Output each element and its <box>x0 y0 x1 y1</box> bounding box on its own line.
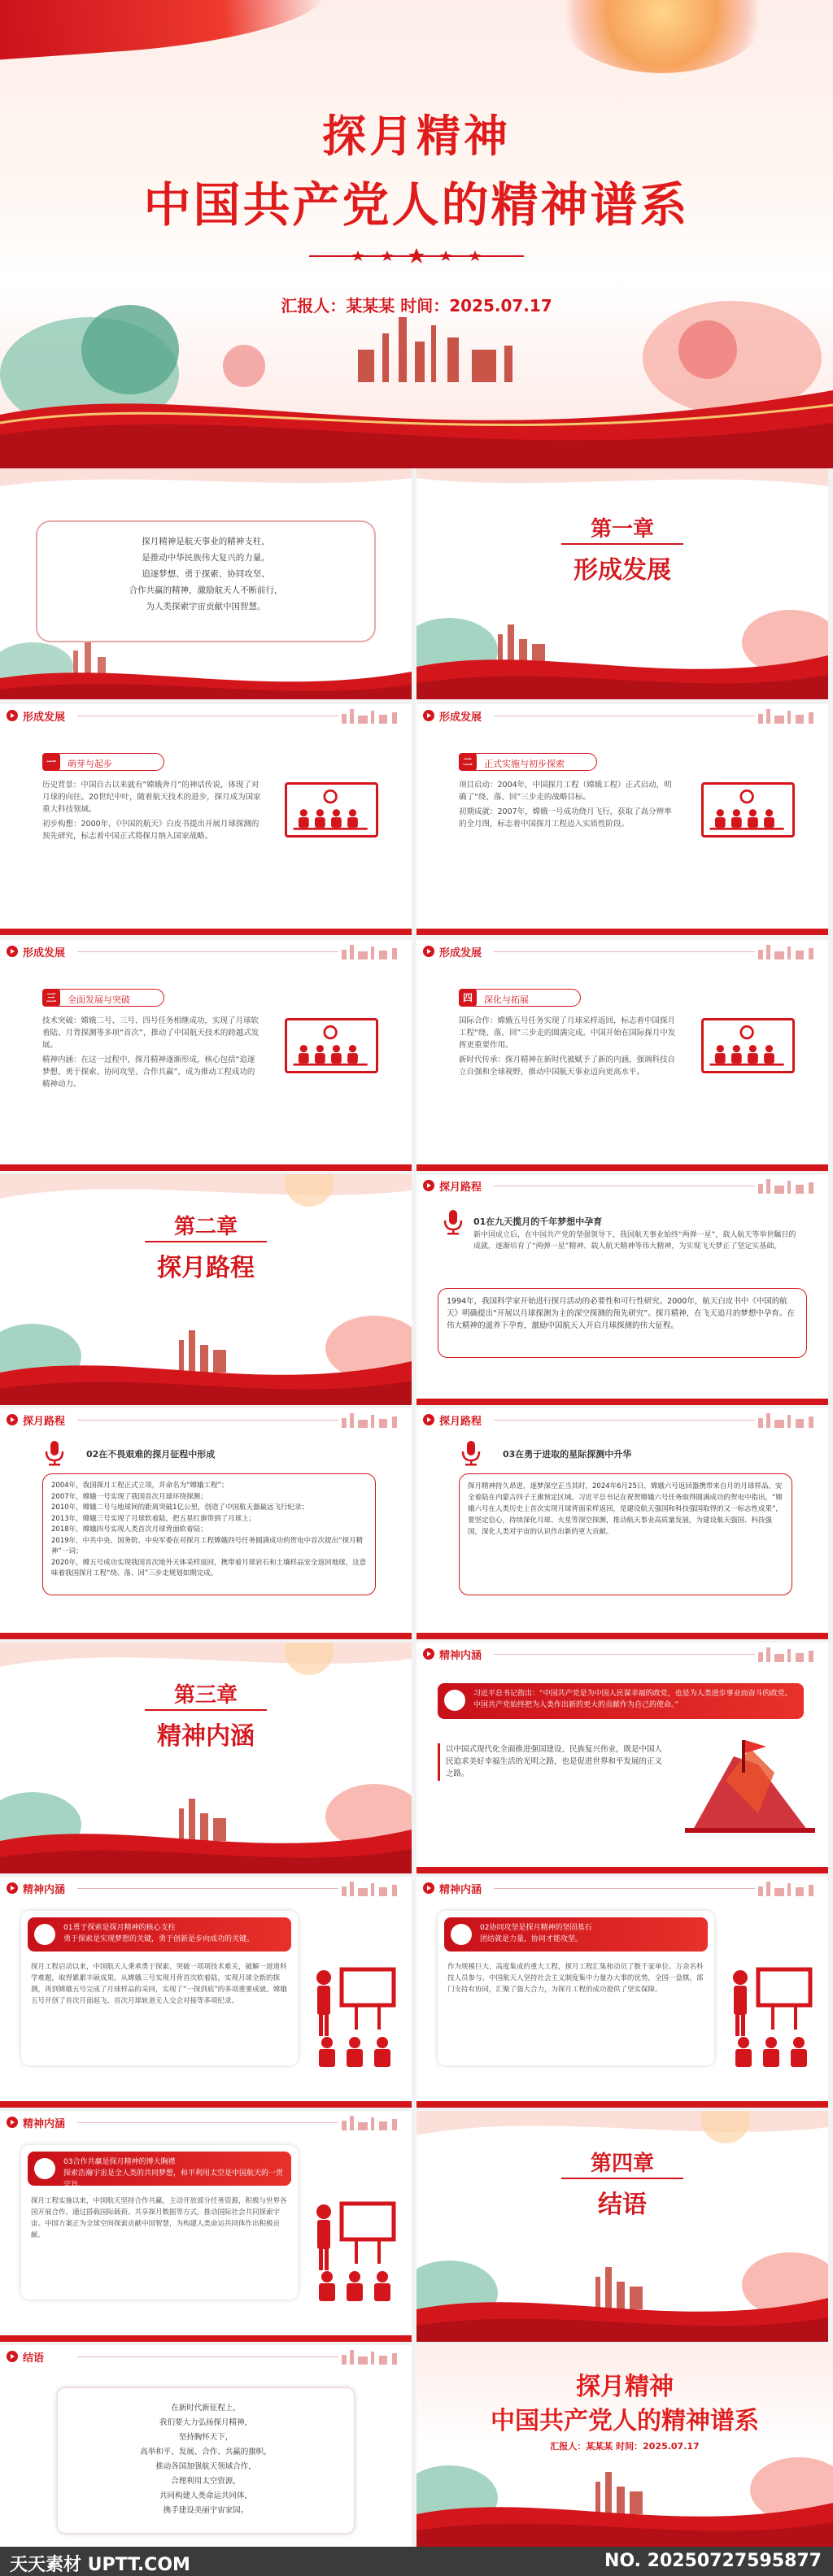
bullet-item: 新时代传承：探月精神在新时代被赋予了新的内涵，强调科技自立自强和全球视野，推动中国航天事业迈向更高水平。 <box>459 1055 676 1077</box>
intro-frame <box>36 520 376 642</box>
header-skyline-icon <box>338 1412 407 1428</box>
header-skyline-icon <box>755 1412 823 1428</box>
party-illustration <box>285 782 378 838</box>
teacher-illustration <box>726 1958 815 2072</box>
header-line <box>494 1888 755 1889</box>
microphone-icon <box>41 1439 68 1467</box>
bullet-item: 初步构想：2000年，《中国的航天》白皮书提出开展月球探测的预先研究，标志着中国正式将探月纳入国家战略。 <box>42 820 259 841</box>
header-title: 形成发展 <box>439 947 482 959</box>
connotation-slide-3 <box>0 2111 412 2342</box>
chapter-number: 第二章 <box>173 1215 238 1239</box>
party-illustration <box>701 782 795 838</box>
top-wave <box>416 2111 828 2152</box>
header-title: 形成发展 <box>23 947 66 959</box>
journey-box-text: 探月精神持久昂进，逐梦深空正当其时，2024年6月25日，嫦娥六号返回器携带来自月的月球样品，安全着陆在内蒙古四子王旗预定区域。习近平总书记在祝贺嫦娥六号任务取得圆满成功的贺电中指出，“嫦娥六号在人类历史上首次实现月球背面采样返回，是建设航天强国和科技强国取得的又一标志性成果”，要坚定信心，持续深化月球、火星等深空探测，推动航天事业高质量发展，为建设航天强国、科技强国，深化人类对宇宙的认识作出新的更大贡献。 <box>468 1482 783 1536</box>
party-emblem-icon <box>287 785 376 835</box>
closing-title-line1: 探月精神 <box>576 2373 674 2401</box>
conclusion-line: 我们要大力弘扬探月精神， <box>159 2418 252 2427</box>
header-play-icon <box>7 710 18 721</box>
watermark-left: 天天素材 UPTT.COM <box>10 2555 190 2575</box>
slide-header <box>0 2345 412 2368</box>
formation-slide-3 <box>0 940 412 1171</box>
quote-text: 习近平总书记指出：“中国共产党是为中国人民谋幸福的政党，也是为人类进步事业而奋斗的政党。中国共产党始终把为人类作出新的更大的贡献作为自己的使命。” <box>473 1690 792 1709</box>
journey-heading: 02在不畏艰难的探月征程中形成 <box>86 1449 216 1460</box>
intro-line: 是推动中华民族伟大复兴的力量。 <box>142 553 270 563</box>
section-title: 正式实施与初步探索 <box>484 759 565 769</box>
header-title: 精神内涵 <box>439 1650 482 1662</box>
formation-slide-4 <box>416 940 828 1171</box>
journey-paragraph: 新中国成立后，在中国共产党的坚强领导下，我国航天事业始终“两弹一星”，载人航天等举世瞩目的成就，逐渐培育了“两弹一星”精神、载人航天精神等伟大精神，为实现飞天梦正了坚定实基础。 <box>473 1231 796 1251</box>
conclusion-line: 在新时代新征程上， <box>171 2404 241 2413</box>
party-illustration <box>285 1018 378 1073</box>
header-line <box>77 2122 338 2123</box>
slide-header <box>416 1877 828 1899</box>
section-pill <box>42 989 164 1007</box>
header-title: 形成发展 <box>439 711 482 724</box>
header-play-icon <box>423 710 434 721</box>
journey-text-box <box>438 1288 807 1358</box>
chapter-number: 第一章 <box>590 517 654 542</box>
conclusion-line: 坚持胸怀天下， <box>178 2433 233 2442</box>
card-banner-text: 01勇于探索是探月精神的核心支柱 勇于探索是实现梦想的关键，勇于创新是步向成功的关键。 <box>63 1924 255 1943</box>
bottom-band <box>416 1867 828 1873</box>
header-skyline-icon <box>338 2114 407 2130</box>
timeline-item: 2018年，嫦娥四号实现人类首次月球背面软着陆； <box>51 1525 207 1534</box>
chapter-divider <box>145 1241 267 1242</box>
chapter-landscape <box>0 1308 412 1405</box>
cover-slide <box>0 0 833 468</box>
connotation-text: 以中国式现代化全面推进强国建设、民族复兴伟业，既是中国人民追求美好幸福生活的光明之路，也是促进世界和平发展的正义之路。 <box>446 1745 663 1778</box>
chapter1-slide <box>416 468 828 699</box>
header-title: 探月路程 <box>439 1181 482 1194</box>
bottom-band <box>0 929 412 935</box>
section-pill <box>459 753 597 771</box>
chapter-number: 第三章 <box>173 1683 238 1708</box>
top-wave <box>0 1174 412 1215</box>
timeline-item: 2013年，嫦娥三号实现了月球软着陆，把五星红旗带到了月球上； <box>51 1514 256 1523</box>
top-wave <box>0 468 412 501</box>
intro-line: 探月精神是航天事业的精神支柱， <box>142 537 270 546</box>
bottom-band <box>0 1164 412 1171</box>
cover-star-divider <box>309 248 524 264</box>
connotation-card <box>21 2145 298 2300</box>
bottom-band <box>416 1633 828 1639</box>
bullet-item: 国际合作：嫦娥五号任务实现了月球采样返回，标志着中国探月工程“绕、落、回”三步走的圆满完成。中国开始在国际探月中发挥更重要作用。 <box>459 1016 676 1050</box>
bottom-band <box>0 2335 412 2342</box>
header-line <box>77 951 338 952</box>
bottom-wave <box>0 642 412 699</box>
conclusion-line: 高举和平、发展、合作、共赢的旗帜， <box>140 2448 272 2456</box>
journey-slide-3 <box>416 1408 828 1639</box>
chapter-name: 精神内涵 <box>157 1722 255 1751</box>
bullet-item: 精神内涵：在这一过程中，探月精神逐渐形成，核心包括“追逐梦想、勇于探索、协同攻坚、合作共赢”，成为推动工程成功的精神动力。 <box>42 1055 255 1089</box>
quote-banner <box>438 1683 804 1719</box>
header-line <box>77 1420 338 1421</box>
section-number: 三 <box>42 989 60 1007</box>
journey-box-text: 1994年，我国科学家开始进行探月活动的必要性和可行性研究。2000年，航天白皮书中《中国的航天》明确提出“开展以月球探测为主的深空探测的预先研究”。探月精神，在飞天追月的梦想中孕育。在伟大精神的滋养下孕育，激励中国航天人开启月球探测的伟大征程。 <box>447 1297 795 1330</box>
bullet-item: 技术突破：嫦娥二号、三号、四号任务相继成功，实现了月球软着陆、月背探测等多项“首次”，推动了中国航天技术的跨越式发展。 <box>42 1016 259 1050</box>
header-play-icon <box>7 2351 18 2362</box>
section-title: 全面发展与突破 <box>68 994 130 1005</box>
chapter-divider <box>145 1709 267 1711</box>
chapter-landscape <box>416 2244 828 2342</box>
bottom-band <box>416 929 828 935</box>
header-title: 形成发展 <box>23 711 66 724</box>
intro-slide <box>0 468 412 699</box>
watermark-strip <box>0 2547 833 2576</box>
conclusion-line: 合理利用太空资源， <box>171 2477 241 2486</box>
journey-text-box <box>459 1473 792 1595</box>
card-banner <box>28 2152 291 2189</box>
header-skyline-icon <box>338 943 407 959</box>
chapter3-slide <box>0 1643 412 1873</box>
header-title: 探月路程 <box>23 1416 66 1428</box>
intro-line: 合作共赢的精神，激励航天人不断前行， <box>129 585 283 595</box>
chapter-name: 结语 <box>598 2191 647 2219</box>
conclusion-line: 携手建设美丽宇宙家园。 <box>163 2506 249 2515</box>
header-skyline-icon <box>755 1177 823 1194</box>
closing-landscape <box>416 2457 833 2547</box>
journey-slide-1 <box>416 1174 828 1405</box>
connotation-slide-1 <box>416 1643 828 1873</box>
slide-header <box>416 1174 828 1197</box>
formation-slide-1 <box>0 704 412 935</box>
connotation-slide-2b <box>416 1877 828 2108</box>
connotation-slide-2 <box>0 1877 412 2108</box>
chapter-number: 第四章 <box>590 2152 654 2176</box>
timeline-item: 2019年，中共中央、国务院、中央军委在对探月工程嫦娥四号任务圆满成功的贺电中首次提出“探月精神”一词； <box>51 1536 364 1556</box>
slide-header <box>416 940 828 963</box>
cover-title-line2: 中国共产党人的精神谱系 <box>143 177 690 233</box>
microphone-icon <box>439 1208 467 1236</box>
header-play-icon <box>423 1882 434 1894</box>
section-title: 深化与拓展 <box>484 994 529 1005</box>
section-body <box>42 1015 262 1093</box>
header-skyline-icon <box>755 943 823 959</box>
card-text: 作为规模巨大、高度集成的重大工程，探月工程汇集和动员了数千家单位、万余名科技人员参与。中国航天人坚持社会主义制度集中力量办大事的优势，全国一盘棋，部门支持有协同，汇聚了强大合力，为探月工程的成功提供了坚实保障。 <box>447 1963 704 1994</box>
intro-line: 为人类探索宇宙贡献中国智慧。 <box>146 602 266 611</box>
slide-header <box>416 1408 828 1431</box>
chapter-landscape <box>0 1776 412 1873</box>
header-title: 精神内涵 <box>23 1884 66 1896</box>
journey-slide-2 <box>0 1408 412 1639</box>
header-skyline-icon <box>338 707 407 724</box>
chapter-divider <box>561 543 683 545</box>
header-skyline-icon <box>338 1880 407 1896</box>
slide-header <box>0 2111 412 2134</box>
header-line <box>494 1420 755 1421</box>
journey-heading: 01在九天揽月的千年梦想中孕育 <box>473 1216 603 1227</box>
top-wave <box>416 468 828 501</box>
header-play-icon <box>7 946 18 957</box>
chapter4-slide <box>416 2111 828 2342</box>
bottom-band <box>0 1633 412 1639</box>
journey-timeline-box <box>42 1473 376 1595</box>
header-line <box>77 2356 338 2357</box>
header-title: 结语 <box>23 2352 45 2365</box>
card-circle-icon <box>451 1924 472 1945</box>
slide-header <box>0 1877 412 1899</box>
card-text: 探月工程实施以来，中国航天坚持合作共赢，主动开放部分任务资源，积极与世界各国开展合作。通过搭载国际载荷、共享探月数据等方式，推动国际社会共同探索宇宙。中国方案正为全球空间探索贡献中国智慧，为构建人类命运共同体作出积极贡献。 <box>31 2197 287 2239</box>
bottom-band <box>0 2101 412 2108</box>
section-number: 四 <box>459 989 477 1007</box>
bullet-item: 历史背景：中国自古以来就有“嫦娥奔月”的神话传说，体现了对月球的向往。20世纪中叶，随着航天技术的进步，探月成为国家重大科技领域。 <box>42 781 261 814</box>
teacher-illustration <box>309 2192 399 2306</box>
bullet-item: 项目启动：2004年，中国探月工程（嫦娥工程）正式启动，明确了“绕、落、回”三步走的战略目标。 <box>459 781 672 802</box>
header-line <box>77 1888 338 1889</box>
connotation-card <box>438 1911 714 2065</box>
card-circle-icon <box>34 1924 55 1945</box>
header-line <box>494 951 755 952</box>
conclusion-card <box>57 2387 355 2534</box>
party-emblem-icon <box>704 1020 792 1071</box>
header-line <box>494 1654 755 1655</box>
bullet-item: 初期成就：2007年，嫦娥一号成功绕月飞行，获取了高分辨率的全月图，标志着中国探月工程迈入实质性阶段。 <box>459 807 672 829</box>
card-text: 探月工程启动以来，中国航天人秉承勇于探索、突破一项项技术难关，破解一道道科学难题，取得累累丰硕成果。从嫦娥三号实现月背首次软着陆，实现月球全新的探测，再到嫦娥五号完成了月球样品的采回，实现了“一探到底”的多项重要成就。嫦娥五号开创了首次月面起飞、首次月球轨道无人交会对接等多项纪录。 <box>31 1963 287 2005</box>
journey-heading: 03在勇于进取的星际探测中升华 <box>503 1449 632 1460</box>
slide-header <box>416 1643 828 1665</box>
header-skyline-icon <box>755 1646 823 1662</box>
accent-bar <box>438 1743 440 1781</box>
header-play-icon <box>7 1882 18 1894</box>
header-skyline-icon <box>338 2348 407 2365</box>
section-title: 萌芽与起步 <box>68 759 112 769</box>
header-play-icon <box>423 1180 434 1191</box>
bottom-band <box>416 2101 828 2108</box>
cover-flag <box>0 0 328 61</box>
intro-line: 追逐梦想、勇于探索、协同攻坚、 <box>142 569 270 579</box>
header-title: 探月路程 <box>439 1416 482 1428</box>
top-wave <box>0 1643 412 1683</box>
header-play-icon <box>423 1414 434 1425</box>
card-circle-icon <box>34 2158 55 2179</box>
timeline-item: 2010年，嫦娥二号与地球间的距离突破1亿公里，创造了中国航天器最远飞行纪录； <box>51 1503 309 1512</box>
header-skyline-icon <box>755 707 823 724</box>
journey-timeline <box>51 1481 367 1588</box>
section-number: 二 <box>459 753 477 771</box>
closing-reporter: 汇报人：某某某 时间：2025.07.17 <box>550 2441 700 2452</box>
card-banner <box>28 1917 291 1952</box>
section-body <box>459 1015 678 1081</box>
party-emblem-icon <box>704 785 792 835</box>
bottom-band <box>416 1399 828 1405</box>
header-title: 精神内涵 <box>439 1884 482 1896</box>
monument-illustration <box>685 1732 815 1838</box>
watermark-right: NO. 20250727595877 <box>604 2551 822 2571</box>
teacher-illustration <box>309 1958 399 2072</box>
header-title: 精神内涵 <box>23 2118 66 2130</box>
slide-header <box>416 704 828 727</box>
section-number: 一 <box>42 753 60 771</box>
microphone-icon <box>457 1439 485 1467</box>
timeline-item: 2007年，嫦娥一号实现了我国首次月球环绕探测； <box>51 1492 207 1501</box>
cover-reporter: 汇报人：某某某 时间：2025.07.17 <box>281 296 552 315</box>
section-pill <box>459 989 581 1007</box>
card-banner-text: 02协同攻坚是探月精神的坚固基石 团结就是力量，协同才能攻坚。 <box>480 1924 592 1943</box>
slide-header <box>0 1408 412 1431</box>
party-illustration <box>701 1018 795 1073</box>
quote-circle-icon <box>444 1690 465 1711</box>
chapter-landscape <box>416 602 828 699</box>
chapter-divider <box>561 2178 683 2179</box>
cover-landscape-illustration <box>0 301 833 468</box>
closing-title-line2: 中国共产党人的精神谱系 <box>491 2407 759 2435</box>
party-emblem-icon <box>287 1020 376 1071</box>
conclusion-slide <box>0 2345 412 2547</box>
header-play-icon <box>7 1414 18 1425</box>
slide-header <box>0 940 412 963</box>
formation-slide-2 <box>416 704 828 935</box>
header-play-icon <box>7 2117 18 2128</box>
conclusion-line: 共同构建人类命运共同体， <box>159 2491 252 2500</box>
bottom-band <box>416 1164 828 1171</box>
chapter-name: 探月路程 <box>157 1254 255 1282</box>
timeline-item: 2004年，我国探月工程正式立项，并命名为“嫦娥工程”； <box>51 1482 229 1490</box>
card-banner-text: 03合作共赢是探月精神的博大胸襟 探索浩瀚宇宙是全人类的共同梦想，和平利用太空是中国航天的一贯宗旨。 <box>63 2158 284 2189</box>
connotation-card <box>21 1911 298 2065</box>
header-play-icon <box>423 946 434 957</box>
chapter2-slide <box>0 1174 412 1405</box>
chapter-name: 形成发展 <box>574 556 671 585</box>
cover-title-line1: 探月精神 <box>322 111 511 162</box>
header-skyline-icon <box>755 1880 823 1896</box>
section-body <box>459 779 678 833</box>
timeline-item: 2020年，嫦五号成功实现我国首次地外天体采样返回，携带着月球岩石和土壤样品安全返回地球，这意味着我国探月工程“绕、落、回”三步走规划如期完成。 <box>51 1558 367 1577</box>
conclusion-line: 推动各国加强航天领域合作， <box>155 2462 256 2471</box>
card-banner <box>444 1917 708 1952</box>
section-pill <box>42 753 164 771</box>
cover-sun-decoration <box>556 0 768 73</box>
section-body <box>42 779 262 845</box>
slide-header <box>0 704 412 727</box>
header-play-icon <box>423 1648 434 1660</box>
closing-slide <box>416 2345 833 2547</box>
